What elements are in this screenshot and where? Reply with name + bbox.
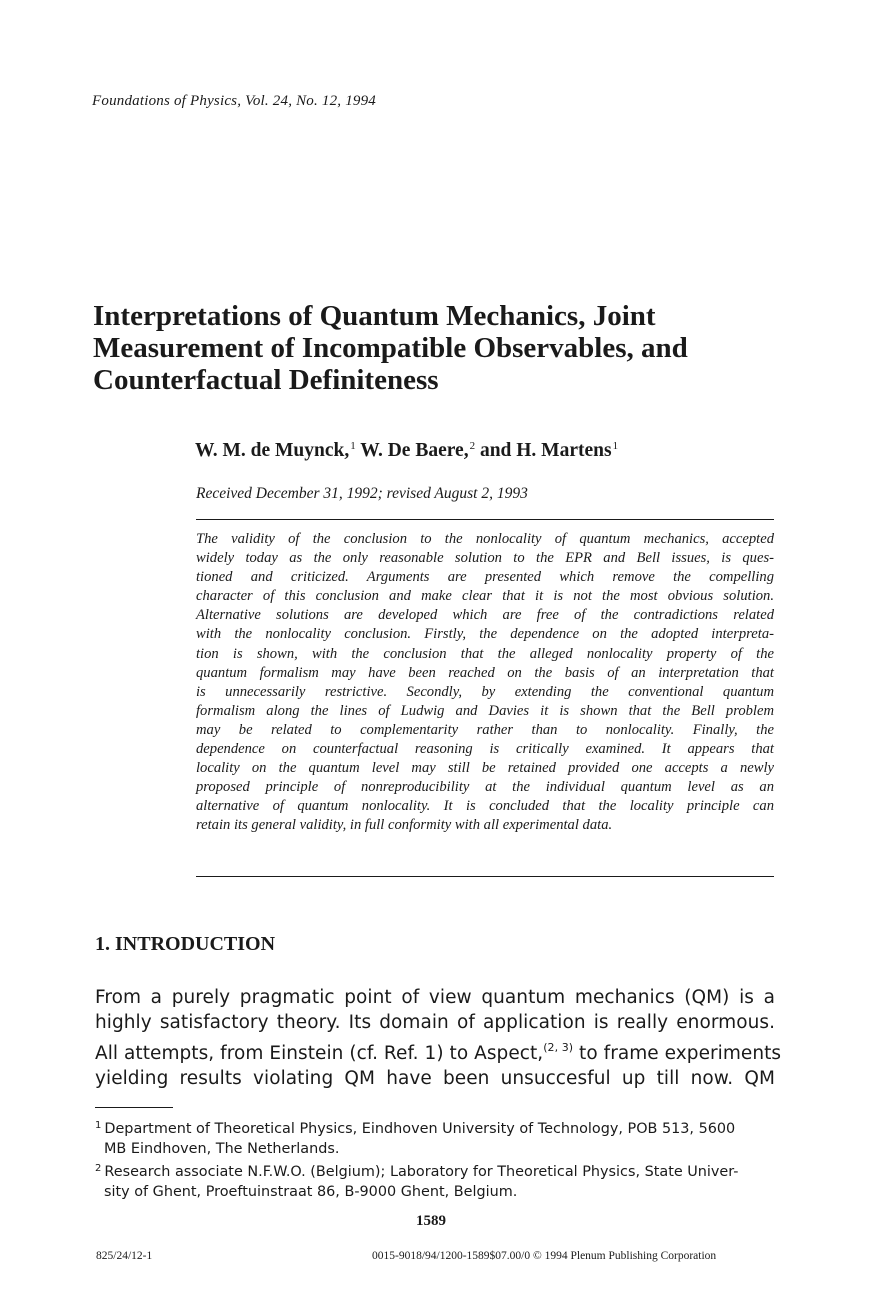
abstract-bottom-rule <box>196 876 774 877</box>
page-number: 1589 <box>416 1213 446 1229</box>
abstract-line: locality on the quantum level may still be retained provided one accepts a newly <box>196 760 774 777</box>
footnote-mark: 1 <box>95 1120 102 1131</box>
abstract-line: Alternative solutions are developed which are free of the contradictions related <box>196 607 774 624</box>
footnote-continuation: sity of Ghent, Proeftuinstraat 86, B-9000 Ghent, Belgium. <box>104 1184 518 1200</box>
abstract-line: widely today as the only reasonable solution to the EPR and Bell issues, is ques- <box>196 550 774 567</box>
abstract-line: tioned and criticized. Arguments are presented which remove the compelling <box>196 569 774 586</box>
affiliation-mark: 2 <box>469 440 476 452</box>
footnote-continuation: MB Eindhoven, The Netherlands. <box>104 1141 340 1157</box>
abstract-line: quantum formalism may have been reached on the basis of an interpretation that <box>196 664 774 681</box>
body-line: highly satisfactory theory. Its domain of application is really enormous. <box>95 1012 775 1033</box>
author-name: W. De Baere, <box>360 440 469 461</box>
abstract-line: dependence on counterfactual reasoning is critically examined. It appears that <box>196 741 774 758</box>
journal-citation: Foundations of Physics, Vol. 24, No. 12, 1994 <box>92 93 376 109</box>
author-name: W. M. de Muynck, <box>195 440 350 461</box>
author-list <box>195 440 618 462</box>
title-line: Counterfactual Definiteness <box>93 364 439 396</box>
author-name: and H. Martens <box>479 440 612 461</box>
body-line-text: All attempts, from Einstein (cf. Ref. 1) to Aspect, <box>95 1043 544 1064</box>
footnote <box>95 1116 775 1139</box>
abstract-line: is unnecessarily restrictive. Secondly, by extending the conventional quantum <box>196 683 774 700</box>
affiliation-mark: 1 <box>612 440 619 452</box>
body-line-text: to frame experiments <box>573 1043 782 1064</box>
manuscript-code: 825/24/12-1 <box>96 1250 153 1262</box>
abstract-line: tion is shown, with the conclusion that the alleged nonlocality property of the <box>196 645 774 662</box>
abstract-line: alternative of quantum nonlocality. It is concluded that the locality principle can <box>196 798 774 815</box>
body-line: From a purely pragmatic point of view quantum mechanics (QM) is a <box>95 987 775 1008</box>
paper-title <box>93 300 793 396</box>
title-line: Interpretations of Quantum Mechanics, Joint <box>93 300 656 332</box>
affiliation-mark: 1 <box>350 440 356 452</box>
received-dates: Received December 31, 1992; revised August 2, 1993 <box>196 485 528 502</box>
abstract-line: proposed principle of nonreproducibility at the individual quantum level as an <box>196 779 774 796</box>
body-text <box>95 985 782 1091</box>
footnote-text: Department of Theoretical Physics, Eindhoven University of Technology, POB 513, 5600 <box>104 1121 736 1137</box>
abstract-top-rule <box>196 519 774 520</box>
footnote-text: Research associate N.F.W.O. (Belgium); Laboratory for Theoretical Physics, State Univer- <box>104 1164 739 1180</box>
abstract-line: The validity of the conclusion to the nonlocality of quantum mechanics, accepted <box>196 531 774 547</box>
footnotes <box>95 1116 775 1202</box>
title-line: Measurement of Incompatible Observables, and <box>93 332 688 364</box>
abstract-line: formalism along the lines of Ludwig and Davies it is shown that the Bell problem <box>196 702 774 719</box>
abstract <box>196 530 774 836</box>
footnote <box>95 1159 775 1182</box>
footnote-rule <box>95 1107 173 1108</box>
section-heading: 1. INTRODUCTION <box>95 933 276 955</box>
abstract-line: may be related to complementarity rather than to nonlocality. Finally, the <box>196 721 774 738</box>
body-line <box>95 1035 782 1066</box>
copyright-line: 0015-9018/94/1200-1589$07.00/0 © 1994 Plenum Publishing Corporation <box>372 1250 717 1262</box>
footnote-mark: 2 <box>95 1163 102 1174</box>
abstract-line: retain its general validity, in full conformity with all experimental data. <box>196 817 613 834</box>
body-line: yielding results violating QM have been unsuccesful up till now. QM <box>95 1068 775 1089</box>
citation-mark: (2, 3) <box>543 1041 574 1054</box>
abstract-line: with the nonlocality conclusion. Firstly, the dependence on the adopted interpreta- <box>196 626 774 643</box>
abstract-line: character of this conclusion and make clear that it is not the most obvious solution. <box>196 588 774 605</box>
